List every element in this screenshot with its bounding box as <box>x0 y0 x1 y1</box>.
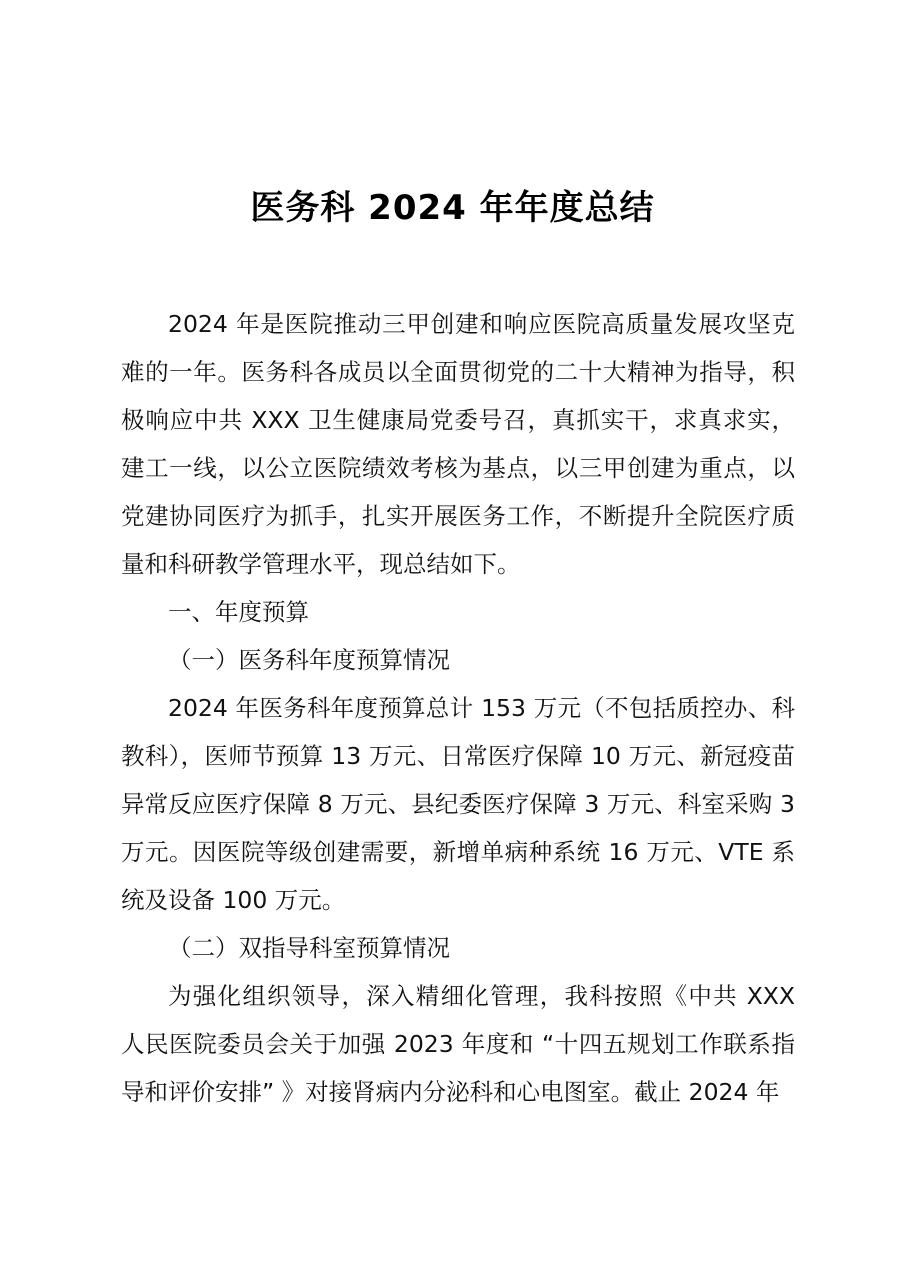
dual-guidance-paragraph: 为强化组织领导，深入精细化管理，我科按照《中共 XXX 人民医院委员会关于加强 2023 年度和 “十四五规划工作联系指导和评价安排” 》对接肾病内分泌科和心电图室。截止 2024 年 <box>121 982 795 1106</box>
budget-paragraph: 2024 年医务科年度预算总计 153 万元（不包括质控办、科教科），医师节预算 13 万元、日常医疗保障 10 万元、新冠疫苗异常反应医疗保障 8 万元、县纪委医疗保障 3 万元、科室采购 3 万元。因医院等级创建需要，新增单病种系统 16 万元、VTE 系统及设备 100 万元。 <box>121 694 795 914</box>
subsection-heading-dual-guidance-budget: （二）双指导科室预算情况 <box>168 934 450 962</box>
section-heading-annual-budget: 一、年度预算 <box>168 598 309 626</box>
document-body <box>121 300 795 1116</box>
intro-paragraph: 2024 年是医院推动三甲创建和响应医院高质量发展攻坚克难的一年。医务科各成员以全面贯彻党的二十大精神为指导，积极响应中共 XXX 卫生健康局党委号召，真抓实干，求真求实，建工一线，以公立医院绩效考核为基点，以三甲创建为重点，以党建协同医疗为抓手，扎实开展医务工作，不断提升全院医疗质量和科研教学管理水平，现总结如下。 <box>121 310 795 578</box>
subsection-heading-medical-dept-budget: （一）医务科年度预算情况 <box>168 646 450 674</box>
document-title: 医务科 2024 年年度总结 <box>250 188 655 228</box>
